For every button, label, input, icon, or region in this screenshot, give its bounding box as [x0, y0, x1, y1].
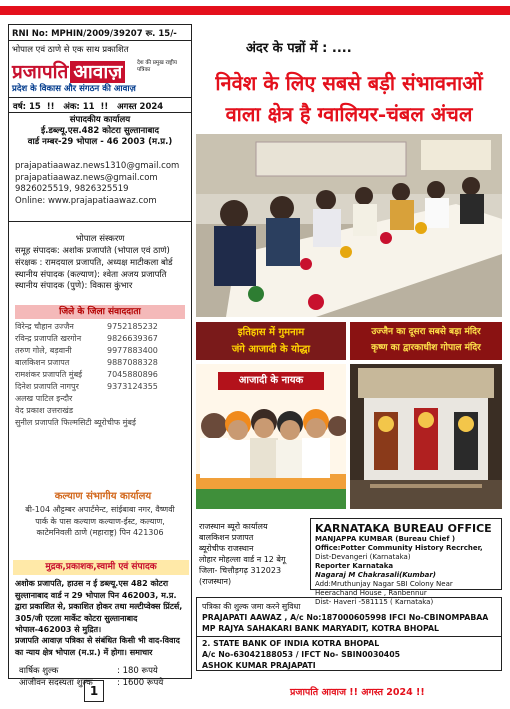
karnataka-bureau	[310, 518, 502, 606]
lead-headline-line-2: वाला क्षेत्र है ग्वालियर-चंबल अंचल	[225, 102, 473, 126]
correspondent-row	[15, 321, 191, 333]
karnataka-line: MANJAPPA KUMBAR (Bureau Chief )	[315, 535, 456, 543]
correspondent-row	[15, 381, 191, 393]
story-headline-line: उज्जैन का दूसरा सबसे बड़ा मंदिर	[371, 327, 481, 337]
story-headline-freedom-fighters	[196, 322, 346, 360]
karnataka-line: Dist-Devangeri (Karnataka)	[315, 553, 411, 561]
correspondent-list	[15, 321, 191, 429]
printer-publisher-text: अशोक प्रजापति, हाउस न ई डब्ल्यू.एस 482 कोटरा सुल्तानाबाद वार्ड न 29 भोपाल पिन 462003, म.प्र. द्वारा प्रकाशित से, प्रकाशित होकर तथा मल्टीप्वेक्स प्रिंटर्स, 305/जी एटला मार्केट कोटरा सुल्तानाबाद भोपाल-462003 से मुद्रित।	[15, 579, 183, 634]
edition-line: संरक्षक : रामदयाल प्रजापति, अध्यक्ष माटीकला बोर्ड	[15, 257, 173, 268]
edition-line: समूह संपादक: अशोक प्रजापति (भोपाल एवं ठाणे)	[15, 246, 170, 256]
edition-line: स्थानीय संपादक (कल्याण): श्वेता अजय प्रजापति	[15, 269, 167, 280]
meeting-illustration	[196, 134, 502, 317]
correspondent-row	[15, 369, 191, 381]
correspondent-name: विरेन्द्र चौहान उज्जैन	[15, 322, 74, 331]
story-headline-temple	[350, 322, 502, 360]
poster-title: आजादी के नायक	[218, 372, 324, 390]
story-headline-line: कृष्ण का द्वारकाधीश गोपाल मंदिर	[371, 343, 481, 353]
correspondent-name: अलख पाटिल इन्दौर	[15, 394, 73, 403]
lead-photo-meeting	[196, 134, 502, 317]
right-column	[196, 24, 502, 679]
correspondent-name: बालकिशन प्रजापत	[15, 358, 70, 367]
left-column	[8, 24, 192, 688]
bank-line: A/c No-63042188053 / IFCT No- SBIN0030405	[202, 650, 401, 659]
volume-year: वर्ष: 15	[13, 102, 41, 112]
correspondent-row	[15, 405, 191, 417]
office-line-2: वार्ड नम्बर-29 भोपाल - 46 2003 (म.प्र.)	[27, 137, 173, 147]
contact-website: Online: www.prajapatiaawaz.com	[15, 195, 157, 206]
bank-line: PRAJAPATI AAWAZ , A/c No:187000605998 IFCI No-CBINOMPABAA	[202, 613, 489, 622]
correspondent-phone: 9373124355	[107, 382, 158, 391]
edition-title: भोपाल संस्करण	[75, 234, 125, 244]
subscription-label: आजीवन सदस्यता शुल्क	[19, 678, 93, 688]
karnataka-line: Add:Mruthunjay Nagar SBI Colony Near	[315, 580, 453, 588]
bank-line: 2. STATE BANK OF INDIA KOTRA BHOPAL	[197, 636, 501, 649]
karnataka-line: Office:Potter Community History Recrcher,	[315, 544, 483, 552]
rajasthan-line: ब्यूरोचीफ राजस्थान	[199, 544, 254, 553]
rajasthan-line: राजस्थान ब्यूरो कार्यालय	[199, 522, 268, 531]
newspaper-name-prefix: प्रजापति	[12, 61, 69, 83]
volume-month: अगस्त 2024	[117, 102, 164, 112]
correspondent-phone: 7045880896	[107, 370, 158, 379]
kalyan-office-address: बी-104 औट्टम्बर अपार्टमेन्ट, सांईबाबा नगर, वैष्णवी पार्क के पास कल्याण कल्याण-ईस्ट, कल्याण, काटेमनिवली ठाणे (महाराष्ट्र) पिन 421306	[25, 505, 175, 537]
lead-headline-line-1: निवेश के लिए सबसे बड़ी संभावनाओं	[215, 71, 483, 95]
correspondent-phone: 9977883400	[107, 346, 158, 355]
story-headline-line: जंगे आजादी के योद्धा	[231, 344, 311, 355]
bank-line: ASHOK KUMAR PRAJAPATI	[202, 661, 316, 670]
correspondent-phone: 9826639367	[107, 334, 158, 343]
rajasthan-line: लोहार मोहल्ला वार्ड न 12 बेगू	[199, 555, 286, 564]
temple-illustration	[350, 364, 502, 509]
correspondent-row	[15, 357, 191, 369]
rajasthan-bureau	[196, 518, 306, 590]
newspaper-name	[12, 58, 125, 84]
rni-number: RNI No: MPHIN/2009/39207 रू. 15/-	[9, 25, 191, 41]
jurisdiction-note: प्रजापति आवाज़ पत्रिका से संबंधित किसी भी वाद-विवाद का न्याय क्षेत्र भोपाल (म.प्र.) में होगा। समाचार	[15, 636, 180, 657]
editorial-office	[9, 115, 191, 148]
volume-line: वर्ष: 15 !! अंक: 11 !! अगस्त 2024	[9, 97, 191, 113]
correspondent-phone: 9887088328	[107, 358, 158, 367]
correspondent-phone: 9752185232	[107, 322, 158, 331]
correspondent-row	[15, 333, 191, 345]
correspondent-phone	[107, 405, 187, 417]
correspondent-name: तरुण गोले, बड़वानी	[15, 346, 72, 355]
subscription-value: : 1600 रूपये	[117, 678, 164, 688]
correspondent-name: सुनील प्रजापति फिल्मसिटी ब्यूरोचीफ मुंबई	[15, 418, 136, 427]
office-line-1: ई.डब्ल्यू.एस.482 कोटरा सुल्तानाबाद	[40, 126, 160, 136]
newspaper-name-main: आवाज़	[70, 61, 125, 83]
karnataka-line: Reporter Karnataka	[315, 562, 394, 570]
page-number: 1	[84, 680, 104, 702]
bank-line: MP RAJYA SAHAKARI BANK MARYADIT, KOTRA BHOPAL	[202, 624, 439, 633]
subscription-row	[19, 665, 189, 677]
lead-headline	[196, 68, 502, 130]
bank-details	[196, 597, 502, 671]
karnataka-line: Nagaraj M Chakrasali(Kumbar)	[315, 571, 436, 579]
karnataka-line: Heerachand House , Ranbennur	[315, 589, 427, 597]
temple-photo	[350, 364, 502, 509]
printer-publisher-header: मुद्रक,प्रकाशक,स्वामी एवं संपादक	[13, 560, 189, 575]
volume-issue: अंक: 11	[63, 102, 95, 112]
inner-pages-label: अंदर के पन्नों में : ....	[246, 41, 352, 56]
story-headline-line: इतिहास में गुमनाम	[237, 327, 305, 338]
correspondent-row	[15, 393, 191, 405]
correspondent-row	[15, 345, 191, 357]
masthead-subtitle: प्रदेश के विकास और संगठन की आवाज़	[12, 84, 136, 94]
contact-email-1: prajapatiaawaz.news1310@gmail.com	[15, 161, 180, 171]
correspondent-phone	[107, 393, 187, 405]
publication-tagline: भोपाल एवं ठाणे से एक साथ प्रकाशित	[12, 45, 129, 55]
rajasthan-line: (राजस्थान)	[199, 577, 232, 586]
correspondent-name: वेद प्रकाश उत्तराखंड	[15, 406, 74, 415]
correspondent-name: रामशंकर प्रजापति मुंबई	[15, 370, 83, 379]
top-red-bar	[0, 6, 510, 15]
karnataka-title: KARNATAKA BUREAU OFFICE	[315, 522, 492, 535]
district-correspondents-header: जिले के जिला संवाददाता	[15, 305, 185, 319]
correspondent-name: दिनेश प्रजापति नागपुर	[15, 382, 79, 391]
karnataka-line: Dist- Haveri -581115 ( Karnataka)	[315, 598, 434, 606]
correspondent-row	[15, 417, 191, 429]
masthead-side-tagline: देश की प्रमुख राष्ट्रीय पत्रिका	[137, 60, 177, 73]
edition-line: स्थानीय संपादक (पुणे): विकास कुंभार	[15, 281, 133, 292]
footer-text: प्रजापति आवाज !! अगस्त 2024 !!	[290, 687, 425, 698]
rajasthan-line: बालकिशन प्रजापत	[199, 533, 254, 542]
subscription-fees	[19, 665, 189, 689]
office-title: संपादकीय कार्यालय	[69, 115, 131, 125]
edition-staff	[15, 246, 191, 293]
contact-email-2: prajapatiaawaz.news@gmail.com	[15, 172, 158, 183]
correspondent-name: रविन्द्र प्रजापति खरगोन	[15, 334, 82, 343]
freedom-fighters-poster	[196, 364, 346, 509]
bank-title: पत्रिका की शुल्क जमा करने सुविधा	[202, 602, 301, 611]
contact-phone: 9826025519, 9826325519	[15, 184, 129, 194]
divider	[9, 221, 191, 222]
masthead-logo	[9, 56, 191, 98]
kalyan-office-header: कल्याण संभागीय कार्यालय	[54, 491, 152, 502]
subscription-row	[19, 677, 189, 689]
rajasthan-line: जिला- चित्तौड़गढ़ 312023	[199, 566, 282, 575]
subscription-value: : 180 रूपये	[117, 666, 158, 676]
subscription-label: वार्षिक शुल्क	[19, 666, 59, 676]
contact-list	[15, 161, 191, 207]
